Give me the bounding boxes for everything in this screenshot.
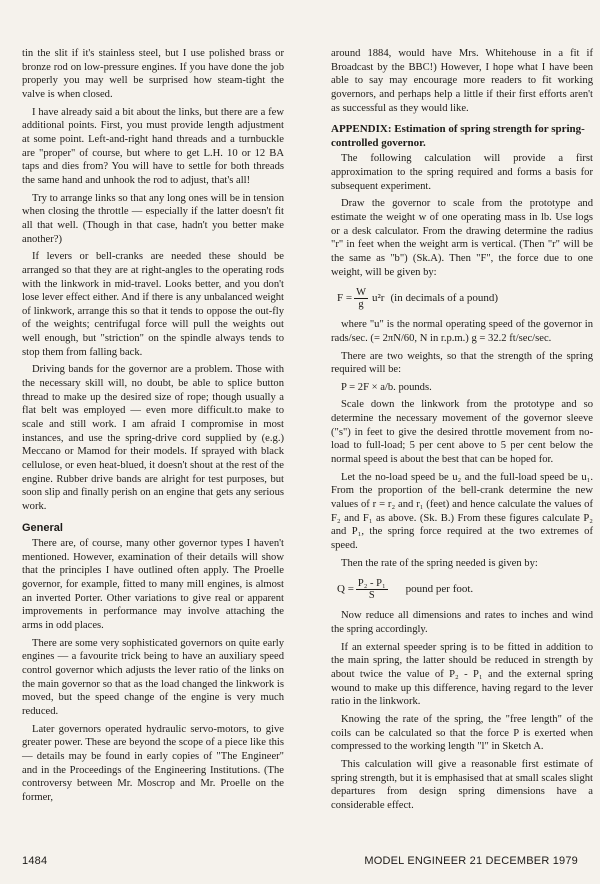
equation-note: pound per foot. — [405, 583, 474, 596]
page-number: 1484 — [22, 855, 48, 867]
paragraph: There are, of course, many other governor types I haven't mentioned. However, examination of their details will show that the principles I have outlined often apply. The Proelle governor, for example, fitted to many mill engines, is almost an inverted Porter. Other variations to give real or apparent improvements in performance may involve attaching the arms in odd places. — [22, 538, 284, 632]
left-column — [22, 47, 284, 809]
paragraph: around 1884, would have Mrs. Whitehouse in a fit if Broadcast by the BBC!) However, I hope what I have been able to say may encourage more readers to fit working governors, and perhaps help a little if their first efforts aren't as successful as they would like. — [331, 48, 593, 114]
paragraph: Later governors operated hydraulic servo-motors, to give greater power. These are beyond the scope of a piece like this — details may be found in early copies of "The Engineer" and in the Proceedings of the Engineering Institutions. (The controversy between Mr. Moscrop and Mr. Proelle on the former, — [22, 723, 284, 803]
paragraph: This calculation will give a reasonable first estimate of spring strength, but it is emphasised that at small scales slight departures from design spring dimensions have a considerable effect. — [331, 758, 593, 811]
paragraph: I have already said a bit about the links, but there are a few additional points. First, you must provide length adjustment at some point. Left-and-right hand threads and a turnbuckle are "proper" of course, but where to get L.H. 10 or 12 BA taps and dies from? You will have to settle for both threads the same hand and unhook the rod to adjust, that's all! — [22, 106, 284, 186]
fraction-numerator: P₂ - P₁ — [357, 578, 386, 590]
equation-lhs: F = — [337, 291, 353, 304]
paragraph: Draw the governor to scale from the prototype and estimate the weight w of one operating mass in lb. Use logs or a desk calculator. From the drawing determine the radius "r" in feet when the weight arm is vertical. (Then "r" will be the same as "b") (Sk.A). Then "F", the force due to one weight, will be given by: — [331, 198, 593, 278]
section-heading-general: General — [22, 521, 63, 534]
equation-force — [337, 287, 593, 310]
fraction-denominator: g — [358, 299, 364, 311]
fraction-denominator: S — [368, 590, 375, 602]
paragraph: Knowing the rate of the spring, the "free length" of the coils can be calculated so that the force P is exerted when compressed to the working length "l" in Sketch A. — [331, 713, 593, 753]
publication-footer: MODEL ENGINEER 21 DECEMBER 1979 — [364, 855, 578, 867]
paragraph: Let the no-load speed be u₂ and the full-load speed be u₁. From the proportion of the bell-crank determine the new values of r = r₂ and r₁ (feet) and hence calculate the values of F₂ and F₁ as above. (Sk. B.) From these figures calculate P₂ and P₁, the spring force required at the two extremes of speed. — [331, 471, 593, 552]
equation-lhs: Q = — [337, 583, 354, 596]
fraction — [354, 287, 368, 310]
paragraph: Now reduce all dimensions and rates to inches and wind the spring accordingly. — [331, 610, 593, 635]
equation-rate — [337, 578, 593, 601]
paragraph: where "u" is the normal operating speed of the governor in rads/sec. (= 2πN/60, N in r.p.m.) g = 32.2 ft/sec/sec. — [331, 319, 593, 344]
equation-spring-force: P = 2F × a/b. pounds. — [341, 381, 432, 393]
appendix-heading: APPENDIX: Estimation of spring strength for spring-controlled governor. — [331, 123, 585, 149]
paragraph: Scale down the linkwork from the prototype and so determine the necessary movement of the governor sleeve ("s") in feet to give the desired throttle movement from no-load to full-load; 5 per cent above to 5 per cent below the normal speed is about the best that can be hoped for. — [331, 399, 593, 466]
paragraph: Then the rate of the spring needed is given by: — [341, 557, 538, 569]
equation-term: u²r — [372, 291, 385, 304]
right-column — [331, 47, 593, 817]
paragraph: Try to arrange links so that any long ones will be in tension when closing the throttle — especially if the latter doesn't fit all that well. (Though in that case, hadn't you better make another?) — [22, 192, 284, 245]
paragraph: Driving bands for the governor are a problem. Those with the necessary skill will, no doubt, be able to splice button thread to make up the desired size of rope; though usually a flat belt was employed — even more difficult.to make to scale and still work. I am afraid I compromise in most instances, and use the spring-drive cord supplied by (e.g.) Meccano or Mamod for their models. If sprayed with black cellulose, or even heat-blued, it doesn't shout at the rest of the engine. Rubber drive bands are alright for test purposes, but soon slip and finally perish on an engine that gets any serious work. — [22, 364, 284, 512]
fraction-numerator: W — [356, 287, 366, 299]
paragraph: tin the slit if it's stainless steel, but I use polished brass or bronze rod on low-pressure engines. If you have done the job properly you may well be surprised how steam-tight the valve is when closed. — [22, 48, 284, 100]
paragraph: The following calculation will provide a first approximation to the spring required and forms a basis for subsequent experiment. — [331, 153, 593, 192]
paragraph: If an external speeder spring is to be fitted in addition to the main spring, the latter should be reduced in strength by about twice the value of P₂ - P₁ and the external spring wound to make up this difference, having regard to the lever ratio in the linkwork. — [331, 641, 593, 708]
equation-note: (in decimals of a pound) — [390, 291, 498, 304]
fraction — [356, 578, 388, 601]
paragraph: There are two weights, so that the strength of the spring required will be: — [331, 350, 593, 376]
paragraph: If levers or bell-cranks are needed these should be arranged so that they are at right-angles to the operating rods with the linkwork in mid-travel. Looks better, and you don't lose lever effect either. And if there is any unbalanced weight of linkwork, arrange this so that it tends to oppose the out-fly of the weights; centrifugal force will pull the weights out well enough, but "striction" on the spindle always tends to stop them from falling back. — [22, 251, 284, 358]
paragraph: There are some very sophisticated governors on quite early engines — a favourite trick being to have an auxiliary speed control governor which adjusts the lever ratio of the links on the main governor so that as the load changed the linkwork is moved, but the speed change of the engine is very much reduced. — [22, 637, 284, 718]
